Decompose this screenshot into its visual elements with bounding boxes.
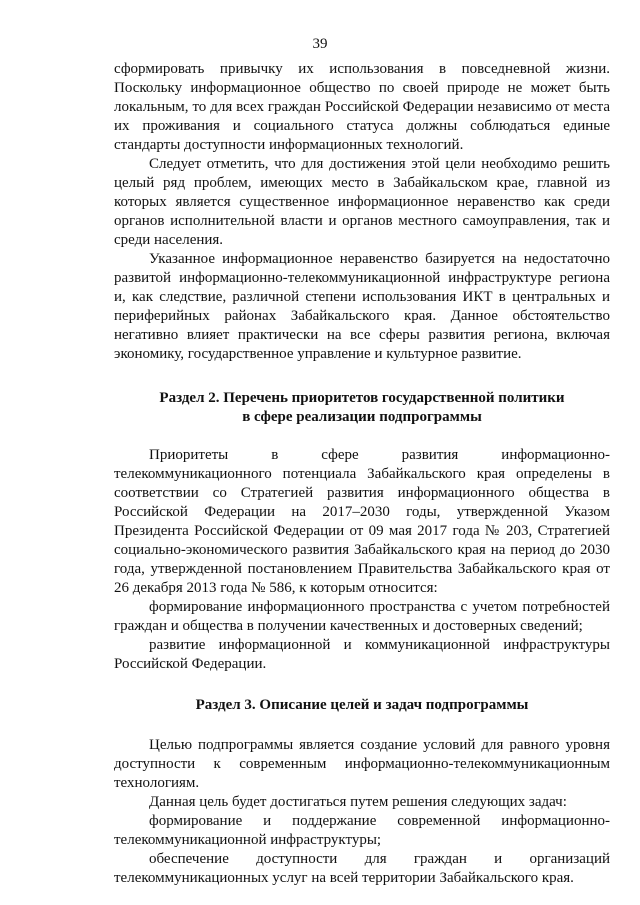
section-2-heading-line-2: в сфере реализации подпрограммы <box>242 409 482 425</box>
list-item: развитие информационной и коммуникационной инфраструктуры Российской Федерации. <box>114 637 610 672</box>
section-3-heading: Раздел 3. Описание целей и задач подпрограммы <box>195 697 529 713</box>
list-item: формирование и поддержание современной информационно-телекоммуникационной инфраструктуры; <box>114 813 610 848</box>
paragraph-continuation: сформировать привычку их использования в повседневной жизни. Поскольку информационное общество по своей природе не может быть локальным, то для всех граждан Российской Федерации независимо от места их проживания и социального статуса должны соблюдаться единые стандарты доступности информационных технологий. <box>114 61 610 153</box>
paragraph: Указанное информационное неравенство базируется на недостаточно развитой информационно-телекоммуникационной инфраструктуре региона и, как следствие, различной степени использования ИКТ в центральных и периферийных районах Забайкальского края. Данное обстоятельство негативно влияет практически на все сферы развития региона, включая экономику, государственное управление и культурное развитие. <box>114 251 610 362</box>
page-number: 39 <box>312 36 328 52</box>
paragraph: Приоритеты в сфере развития информационно-телекоммуникационного потенциала Забайкальского края определены в соответствии со Стратегией развития информационного общества в Российской Федерации на 2017–2030 годы, утвержденной Указом Президента Российской Федерации от 09 мая 2017 года № 203, Стратегией социально-экономического развития Забайкальского края на период до 2030 года, утвержденной постановлением Правительства Забайкальского края от 26 декабря 2013 года № 586, к которым относится: <box>114 447 610 596</box>
section-2-heading-line-1: Раздел 2. Перечень приоритетов государственной политики <box>159 390 565 406</box>
paragraph: Следует отметить, что для достижения этой цели необходимо решить целый ряд проблем, имеющих место в Забайкальском крае, главной из которых является существенное информационное неравенство как среди органов исполнительной власти и органов местного самоуправления, так и среди населения. <box>114 156 610 248</box>
list-item: обеспечение доступности для граждан и организаций телекоммуникационных услуг на всей территории Забайкальского края. <box>114 851 610 886</box>
paragraph: Целью подпрограммы является создание условий для равного уровня доступности к современным информационно-телекоммуникационным технологиям. <box>114 737 610 791</box>
paragraph: Данная цель будет достигаться путем решения следующих задач: <box>149 794 567 810</box>
list-item: формирование информационного пространства с учетом потребностей граждан и общества в получении качественных и достоверных сведений; <box>114 599 610 634</box>
document-body <box>114 60 610 888</box>
